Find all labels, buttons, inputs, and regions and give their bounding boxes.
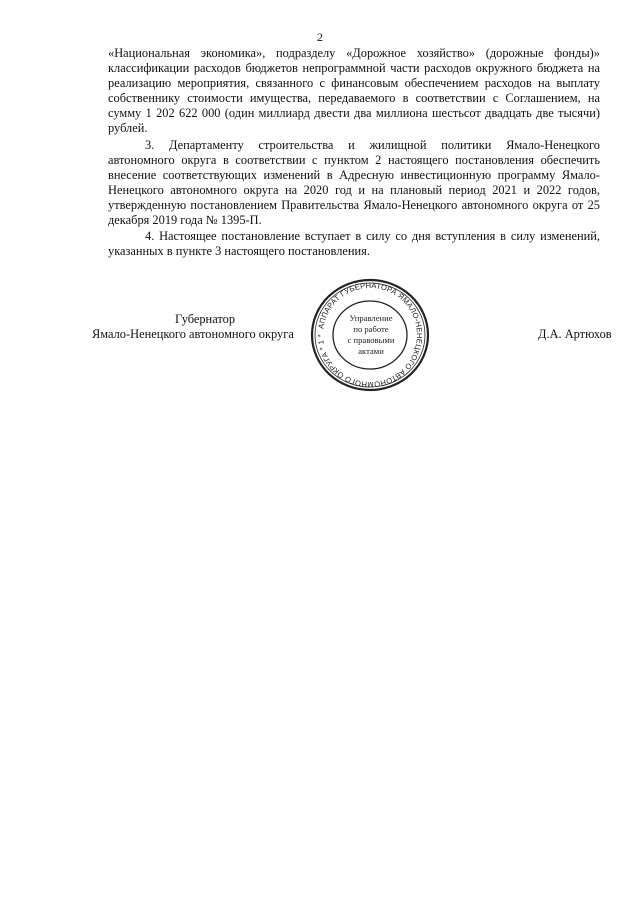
seal-ring-text: АППАРАТ ГУБЕРНАТОРА ЯМАЛО-НЕНЕЦКОГО АВТОНОМНОГО ОКРУГА * 1 * (315, 280, 425, 390)
paragraph-continuation: «Национальная экономика», подразделу «Дорожное хозяйство» (дорожные фонды)» классификации расходов бюджетов непрограммной части расходов окружного бюджета на реализацию мероприятия, связанного с финансовым обеспечением расходов на выплату собственнику стоимости имущества, передаваемого в соответствии с Соглашением, на сумму 1 202 622 000 (один миллиард двести два миллиона шестьсот двадцать две тысячи) рублей. (108, 46, 600, 136)
page-number: 2 (317, 30, 323, 44)
seal-center-line-2: по работе (353, 324, 389, 334)
seal-center-line-3: с правовыми (347, 335, 395, 345)
signatory-title: Губернатор (175, 312, 236, 326)
paragraph-item-3: 3. Департаменту строительства и жилищной политики Ямало-Ненецкого автономного округа в соответствии с пунктом 2 настоящего постановления обеспечить внесение соответствующих изменений в Адресную инвестиционную программу Ямало-Ненецкого автономного округа на 2020 год и на плановый период 2021 и 2022 годов, утвержденную постановлением Правительства Ямало-Ненецкого автономного округа от 25 декабря 2019 года № 1395-П. (108, 137, 600, 228)
seal-center-line-4: актами (358, 346, 384, 356)
signatory-name: Д.А. Артюхов (538, 327, 612, 341)
seal-center-line-1: Управление (349, 313, 393, 323)
signatory-region: Ямало-Ненецкого автономного округа (92, 327, 294, 341)
document-body (108, 46, 600, 260)
paragraph-item-4: 4. Настоящее постановление вступает в силу со дня вступления в силу изменений, указанных в пункте 3 настоящего постановления. (108, 229, 600, 259)
official-seal-icon (300, 276, 440, 394)
